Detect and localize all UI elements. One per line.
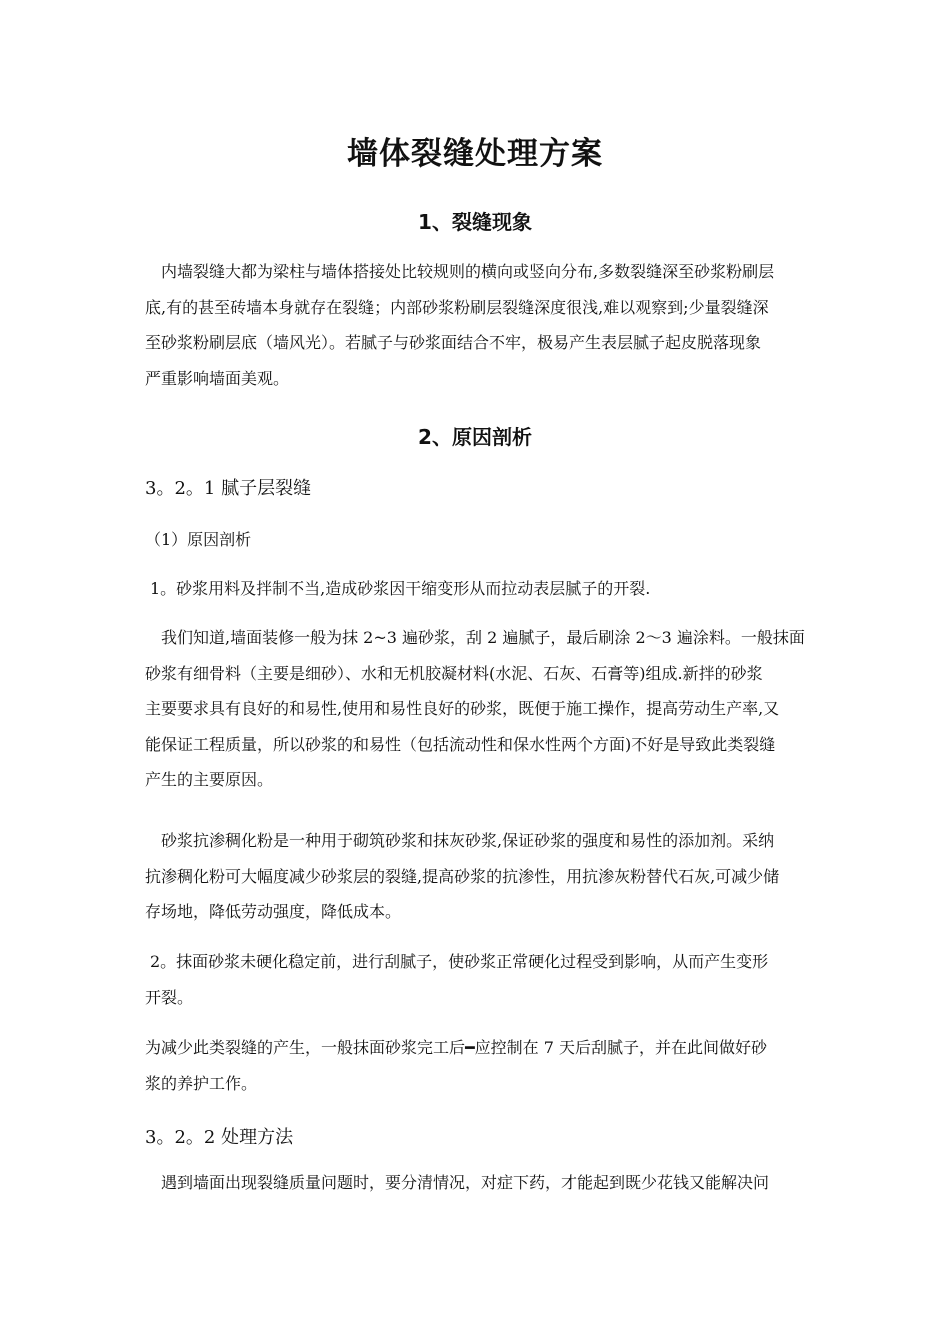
paragraph-treatment: [145, 1165, 810, 1201]
text-line: 至砂浆粉刷层底（墙风光）。若腻子与砂浆面结合不牢，极易产生表层腻子起皮脱落现象: [145, 333, 762, 352]
point-one: 1。砂浆用料及拌制不当,造成砂浆因干缩变形从而拉动表层腻子的开裂.: [150, 579, 651, 598]
text-line: 开裂。: [145, 987, 194, 1007]
subheading-treatment: 3。2。2 处理方法: [145, 1127, 294, 1148]
paragraph-prevention: [145, 1030, 810, 1101]
text-line: 底,有的甚至砖墙本身就存在裂缝；内部砂浆粉刷层裂缝深度很浅,难以观察到;少量裂缝深: [145, 297, 769, 317]
paragraph-additive: [145, 823, 810, 930]
text-line: 浆的养护工作。: [145, 1073, 258, 1093]
text-line: 内墙裂缝大都为梁柱与墙体搭接处比较规则的横向或竖向分布,多数裂缝深至砂浆粉刷层: [161, 262, 775, 281]
text-line: 能保证工程质量，所以砂浆的和易性（包括流动性和保水性两个方面)不好是导致此类裂缝: [145, 734, 776, 754]
text-line: 存场地，降低劳动强度，降低成本。: [145, 902, 402, 921]
section-heading-phenomenon: 1、裂缝现象: [418, 210, 532, 234]
point-two: [145, 944, 810, 1015]
text-line: 抗渗稠化粉可大幅度减少砂浆层的裂缝,提高砂浆的抗渗性，用抗渗灰粉替代石灰,可减少储: [145, 866, 780, 886]
text-line: 遇到墙面出现裂缝质量问题时，要分清情况，对症下药，才能起到既少花钱又能解决问: [161, 1173, 770, 1192]
paragraph-mortar: [145, 620, 810, 798]
cause-label: （1）原因剖析: [145, 530, 252, 549]
text-line: 主要要求具有良好的和易性,使用和易性良好的砂浆，既便于施工操作，提高劳动生产率,又: [145, 699, 780, 718]
page-title: 墙体裂缝处理方案: [347, 136, 603, 172]
text-line: 为减少此类裂缝的产生，一般抹面砂浆完工后━应控制在 7 天后刮腻子，并在此间做好砂: [145, 1038, 767, 1057]
text-line: 产生的主要原因。: [145, 770, 274, 789]
text-line: 我们知道,墙面装修一般为抹 2~3 遍砂浆，刮 2 遍腻子，最后刷涂 2～3 遍涂料。一般抹面: [161, 628, 805, 647]
text-line: 砂浆抗渗稠化粉是一种用于砌筑砂浆和抹灰砂浆,保证砂浆的强度和易性的添加剂。采纳: [161, 831, 775, 850]
text-line: 2。抹面砂浆未硬化稳定前，进行刮腻子，使砂浆正常硬化过程受到影响，从而产生变形: [150, 952, 769, 971]
text-line: 砂浆有细骨料（主要是细砂）、水和无机胶凝材料(水泥、石灰、石膏等)组成.新拌的砂浆: [145, 663, 763, 683]
text-line: 严重影响墙面美观。: [145, 368, 290, 388]
paragraph-phenomenon: [145, 254, 810, 396]
subheading-putty-crack: 3。2。1 腻子层裂缝: [145, 478, 312, 499]
section-heading-cause: 2、原因剖析: [418, 425, 532, 449]
